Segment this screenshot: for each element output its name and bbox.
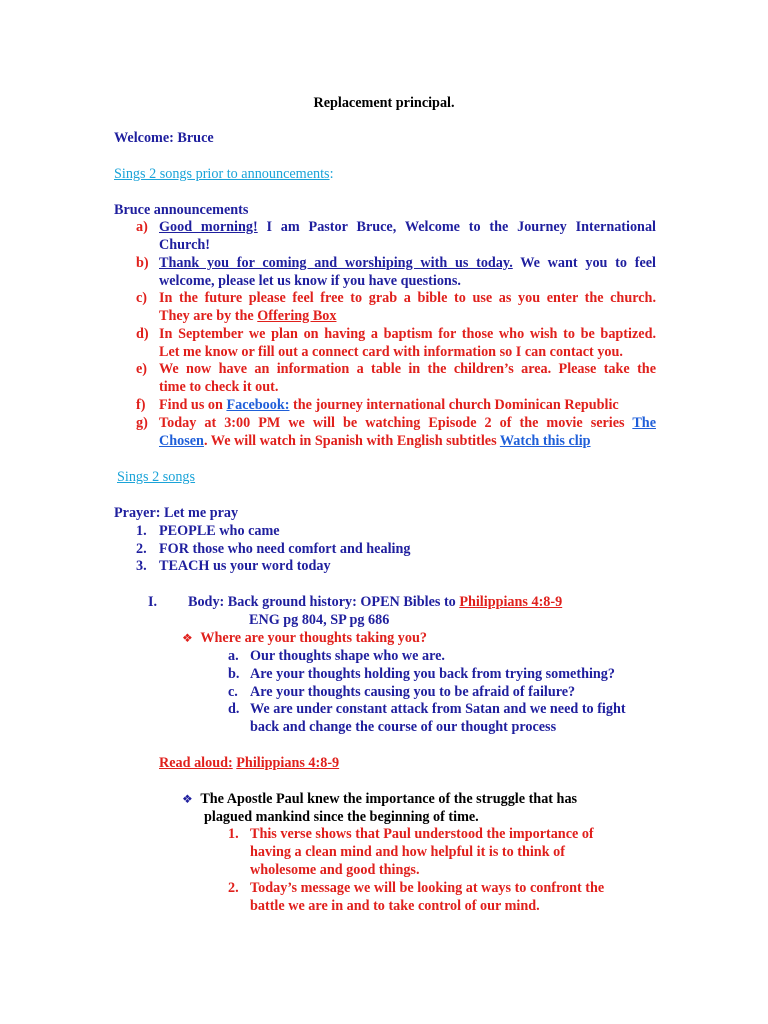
sings-2-songs bbox=[117, 469, 195, 487]
sings-intro: Sings 2 songs prior to announcements: bbox=[114, 166, 334, 182]
welcome-line: Welcome: Bruce bbox=[114, 130, 214, 146]
read-aloud-line bbox=[159, 755, 339, 773]
offering-box-link[interactable]: Offering Box bbox=[257, 307, 337, 324]
diamond-bullet-icon: ❖ bbox=[182, 792, 193, 806]
body-pages: ENG pg 804, SP pg 686 bbox=[249, 612, 390, 628]
thank-you-link[interactable]: Thank you for coming and worshiping with us today. bbox=[159, 255, 513, 271]
diamond-bullet-icon: ❖ bbox=[182, 631, 193, 645]
thoughts-question: ❖ Where are your thoughts taking you? bbox=[182, 630, 427, 646]
facebook-link[interactable]: Facebook: bbox=[226, 397, 290, 413]
announcements-heading: Bruce announcements bbox=[114, 202, 249, 218]
page-title: Replacement principal. bbox=[313, 95, 455, 111]
body-section-marker: I. bbox=[148, 594, 158, 610]
the-chosen-link-part-2[interactable]: Chosen bbox=[159, 432, 204, 449]
apostle-paragraph-line-2: plagued mankind since the beginning of time. bbox=[204, 809, 479, 825]
sings-intro-link[interactable]: Sings 2 songs prior to announcements bbox=[114, 166, 330, 182]
document-page: Replacement principal. Welcome: Bruce Sings 2 songs prior to announcements: Bruce announcements a) Good morning! I am Pastor Bruce, Welcome to the Journey International Church! b) Thank you for coming and worshiping with us today. We want you to feel welcome, please let us know if you have questions. c) In the future please feel free to grab a bible to use as you enter the church. They are by the Offering Box d) In September we plan on having a baptism for those who wish to be baptized. Let me know or fill out a connect card with information so I can contact you. e) We now have an information a table in the children’s area. Please take the time to check it out. f) Find us on Facebook: the journey international church Dominican Republic g) Today at 3:00 PM we will be watching Episode 2 of the movie series The Chosen. We will watch in Spanish with English subtitles Watch this clip Sings 2 songs Prayer: Let me pray 1. PEOPLE who came 2. FOR those who need comfort and healing 3. TEACH us your word today I. Body: Back ground history: OPEN Bibles to Philippians 4:8-9 ENG pg 804, SP pg 686 ❖ Where are your thoughts taking you? a. Our thoughts shape who we are. b. Are your thoughts holding you back from trying something? c. Are your thoughts causing you to be afraid of failure? d. We are under constant attack from Satan and we need to fight back and change the course of our thought process Read aloud: Philippians 4:8-9 ❖ The Apostle Paul knew the importance of the struggle that has plagued mankind since the beginning of time. 1. This verse shows that Paul understood the importance of having a clean mind and how helpful it is to think of wholesome and good things. 2. Today’s message we will be looking at ways to confront the battle we are in and to take control of our mind. bbox=[0, 0, 768, 1024]
prayer-heading: Prayer: Let me pray bbox=[114, 505, 239, 521]
read-aloud-label: Read aloud: bbox=[159, 755, 233, 771]
good-morning-link[interactable]: Good morning! bbox=[159, 219, 258, 235]
philippians-link[interactable]: Philippians 4:8-9 bbox=[459, 594, 563, 610]
the-chosen-link-part-1[interactable]: The bbox=[632, 415, 656, 431]
read-aloud-ref-link[interactable]: Philippians 4:8-9 bbox=[236, 755, 340, 771]
body-section-heading: Body: Back ground history: OPEN Bibles to Philippians 4:8-9 bbox=[188, 594, 563, 610]
apostle-paragraph: ❖ The Apostle Paul knew the importance of the struggle that has bbox=[182, 791, 578, 807]
watch-this-clip-link[interactable]: Watch this clip bbox=[499, 432, 591, 449]
sings-2-songs-link[interactable]: Sings 2 songs bbox=[117, 469, 196, 485]
